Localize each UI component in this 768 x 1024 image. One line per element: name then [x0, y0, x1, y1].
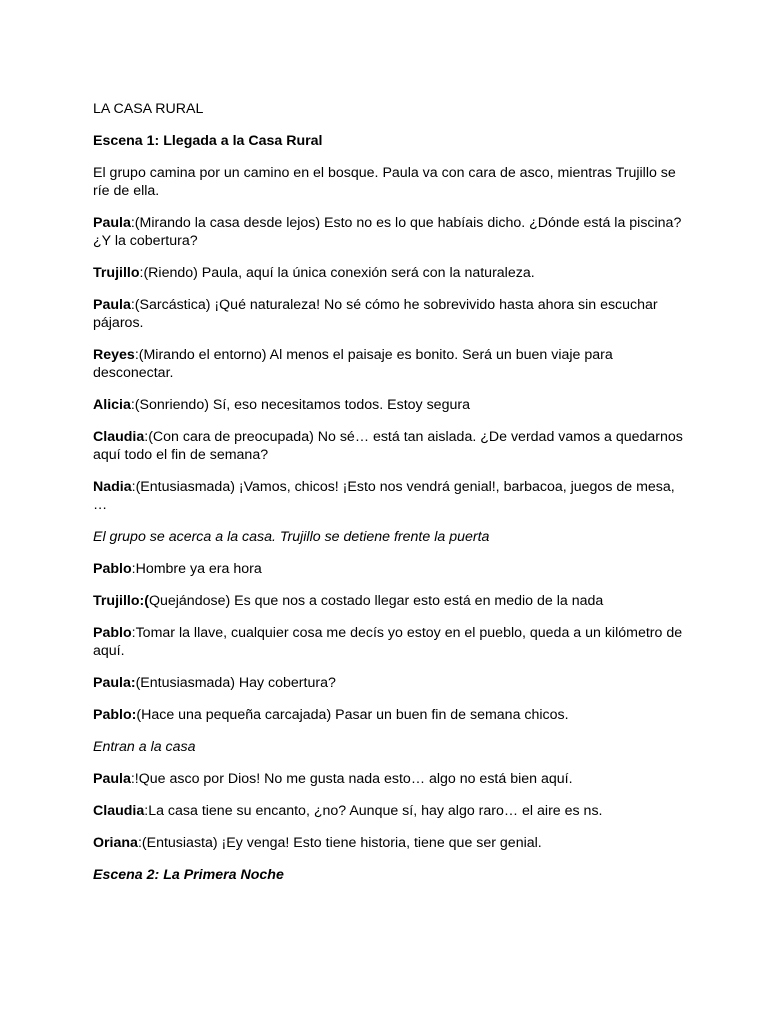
dialogue-text: :(Entusiasmada) ¡Vamos, chicos! ¡Esto nos vendrá genial!, barbacoa, juegos de mesa, … [93, 479, 675, 513]
dialogue-line [93, 592, 683, 610]
speaker-name: Pablo [93, 561, 132, 577]
document-page [93, 100, 683, 898]
dialogue-text: :(Mirando la casa desde lejos) Esto no es lo que habíais dicho. ¿Dónde está la piscina? ¿Y la cobertura? [93, 215, 682, 249]
speaker-name: Paula [93, 215, 131, 231]
speaker-name: Trujillo:( [93, 593, 149, 609]
speaker-name: Nadia [93, 479, 132, 495]
dialogue-text: (Hace una pequeña carcajada) Pasar un buen fin de semana chicos. [136, 707, 569, 723]
scene-heading: Escena 1: Llegada a la Casa Rural [93, 133, 323, 149]
dialogue-line [93, 802, 683, 820]
dialogue-text: :(Mirando el entorno) Al menos el paisaje es bonito. Será un buen viaje para desconectar. [93, 347, 613, 381]
dialogue-line [93, 296, 683, 332]
dialogue-line [93, 478, 683, 514]
speaker-name: Trujillo [93, 265, 140, 281]
dialogue-line [93, 214, 683, 250]
dialogue-text: :(Con cara de preocupada) No sé… está tan aislada. ¿De verdad vamos a quedarnos aquí todo el fin de semana? [93, 429, 683, 463]
stage-direction: Entran a la casa [93, 739, 196, 755]
dialogue-text: :(Sarcástica) ¡Qué naturaleza! No sé cómo he sobrevivido hasta ahora sin escuchar pájaros. [93, 297, 658, 331]
stage-direction: El grupo se acerca a la casa. Trujillo se detiene frente la puerta [93, 529, 490, 545]
dialogue-line [93, 428, 683, 464]
dialogue-text: :La casa tiene su encanto, ¿no? Aunque sí, hay algo raro… el aire es ns. [144, 803, 603, 819]
dialogue-text: Quejándose) Es que nos a costado llegar esto está en medio de la nada [148, 593, 604, 609]
dialogue-line [93, 264, 683, 282]
speaker-name: Claudia [93, 803, 145, 819]
dialogue-line [93, 706, 683, 724]
speaker-name: Pablo: [93, 707, 137, 723]
speaker-name: Alicia [93, 397, 131, 413]
dialogue-line [93, 346, 683, 382]
speaker-name: Paula [93, 771, 131, 787]
speaker-name: Reyes [93, 347, 135, 363]
document-title: LA CASA RURAL [93, 101, 204, 117]
dialogue-text: :!Que asco por Dios! No me gusta nada esto… algo no está bien aquí. [130, 771, 573, 787]
dialogue-line [93, 834, 683, 852]
script-body [93, 132, 683, 884]
speaker-name: Oriana [93, 835, 138, 851]
dialogue-line [93, 674, 683, 692]
dialogue-text: :(Sonriendo) Sí, eso necesitamos todos. Estoy segura [130, 397, 470, 413]
dialogue-line [93, 624, 683, 660]
dialogue-text: :Tomar la llave, cualquier cosa me decís yo estoy en el pueblo, queda a un kilómetro de aquí. [93, 625, 683, 659]
speaker-name: Paula [93, 297, 131, 313]
dialogue-text: :(Riendo) Paula, aquí la única conexión será con la naturaleza. [139, 265, 535, 281]
dialogue-text: :(Entusiasta) ¡Ey venga! Esto tiene historia, tiene que ser genial. [137, 835, 542, 851]
speaker-name: Paula: [93, 675, 136, 691]
speaker-name: Claudia [93, 429, 145, 445]
narration-paragraph: El grupo camina por un camino en el bosque. Paula va con cara de asco, mientras Trujillo se ríe de ella. [93, 165, 676, 199]
dialogue-text: :Hombre ya era hora [131, 561, 262, 577]
dialogue-line [93, 396, 683, 414]
dialogue-line [93, 770, 683, 788]
dialogue-text: (Entusiasmada) Hay cobertura? [135, 675, 336, 691]
scene-heading: Escena 2: La Primera Noche [93, 867, 284, 883]
speaker-name: Pablo [93, 625, 132, 641]
dialogue-line [93, 560, 683, 578]
